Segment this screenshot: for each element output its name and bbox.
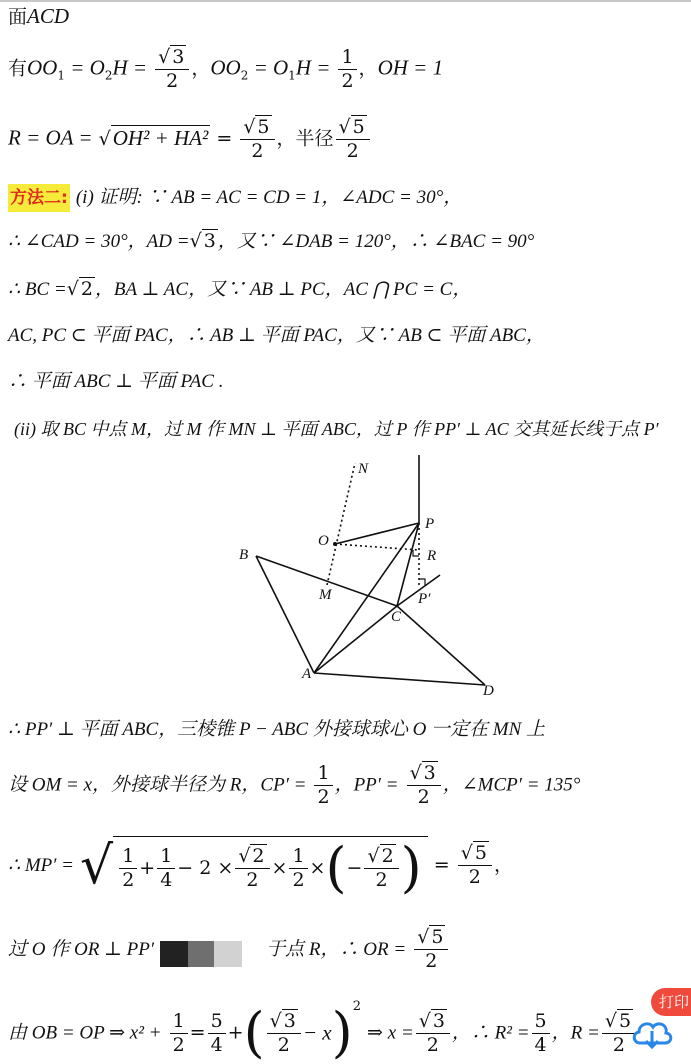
denominator: 4 <box>210 1033 223 1056</box>
denominator: 2 <box>346 140 359 162</box>
radicand: 3 <box>283 1009 296 1032</box>
radicand: 5 <box>431 926 444 948</box>
denominator: 2 <box>166 70 179 92</box>
math: R = OA = <box>8 125 93 150</box>
math: = O <box>65 55 105 80</box>
line-3 <box>8 118 372 161</box>
point-O <box>333 542 337 546</box>
math: AC, PC ⊂ 平面 PAC，∴ AB ⊥ 平面 PAC，又∵ AB ⊂ 平面 ABC， <box>8 325 545 346</box>
math: ∴ ∠CAD = 30°，AD = <box>8 231 190 252</box>
math: 过 O 作 OR ⊥ PP′ <box>8 939 155 960</box>
label-P: P <box>425 516 435 532</box>
math: OO <box>210 55 241 80</box>
top-divider <box>0 0 691 2</box>
radicand: OH² + HA² <box>112 125 209 150</box>
eq: = <box>216 127 233 150</box>
right-angle-R <box>413 550 419 556</box>
fraction: $\frac{√ 5}{2}$ <box>336 118 370 161</box>
math: = O <box>248 55 289 80</box>
fraction: $\frac{√ 3}{2}$ <box>155 48 189 91</box>
op: × <box>309 856 326 879</box>
edge-CP <box>397 523 419 606</box>
radicand: 2 <box>381 844 394 867</box>
numerator: 1 <box>289 847 307 869</box>
label-A: A <box>302 666 312 682</box>
text: 面 <box>8 6 28 28</box>
math: 设 OM = x，外接球半径为 R，CP′ = <box>8 774 307 796</box>
eq: = <box>433 854 450 876</box>
redaction-block <box>160 941 188 967</box>
denominator: 2 <box>246 868 259 891</box>
denominator: 2 <box>375 868 388 891</box>
denominator: 2 <box>292 868 305 891</box>
radicand: 5 <box>474 842 487 864</box>
radicand: 5 <box>257 116 270 138</box>
numerator: 1 <box>157 847 175 869</box>
denominator: 4 <box>160 868 173 891</box>
sub: 1 <box>57 68 65 83</box>
line-11 <box>8 764 580 807</box>
line-7 <box>8 326 545 345</box>
radicand: 3 <box>203 230 216 252</box>
denominator: 2 <box>425 950 438 972</box>
big-sqrt: √ $\frac{1}{2}$ + $\frac{1}{4}$ − 2 × $\frac{√ 2}{2}$ × $\frac{1}{2}$ × ( − $\frac{√ 2}{2}$ ) <box>80 836 428 895</box>
line-4 <box>8 188 462 207</box>
math: − x <box>302 1020 332 1045</box>
numerator: 1 <box>314 764 332 786</box>
denominator: 2 <box>317 786 330 808</box>
math: ，又∵ ∠DAB = 120°，∴ ∠BAC = 90° <box>217 231 535 252</box>
line-2 <box>8 48 443 91</box>
label-O: O <box>318 533 329 549</box>
line-9 <box>14 420 659 439</box>
radicand: 2 <box>252 844 265 867</box>
fraction: $\frac{√ 5}{2}$ <box>414 928 448 971</box>
line-5: ∴ ∠CAD = 30°，AD =√ 3 ，又∵ ∠DAB = 120°，∴ ∠BAC = 90° <box>8 230 535 252</box>
text: 有 <box>8 57 28 80</box>
sep: ， <box>493 854 513 876</box>
radicand: 5 <box>618 1009 632 1032</box>
label-D: D <box>483 683 494 699</box>
math: (i) 证明: ∵ AB = AC = CD = 1，∠ADC = 30°， <box>75 187 463 208</box>
denominator: 4 <box>534 1033 547 1056</box>
math: OO <box>27 55 58 80</box>
math: (ii) 取 BC 中点 M，过 M 作 MN ⊥ 平面 ABC，过 P 作 PP′ ⊥ AC 交其延长线于点 P′ <box>14 419 659 439</box>
label-Pp: P′ <box>418 591 431 607</box>
radicand: 2 <box>80 278 93 300</box>
numerator: 5 <box>208 1012 226 1034</box>
sub: 2 <box>104 68 113 83</box>
radicand: 5 <box>352 116 365 138</box>
edge-CD <box>397 606 485 685</box>
radicand: 3 <box>432 1009 445 1032</box>
sqrt: √OH² + HA² <box>98 125 209 150</box>
numerator: 1 <box>119 847 137 869</box>
print-button[interactable]: 打印 <box>651 988 691 1016</box>
numerator: 1 <box>170 1012 188 1034</box>
label-B: B <box>239 547 249 563</box>
redaction-block <box>214 941 242 967</box>
label-C: C <box>391 609 402 625</box>
fraction <box>314 764 332 807</box>
denominator: 2 <box>341 70 354 92</box>
method-tag: 方法二: <box>8 184 70 212</box>
text: ，半径 <box>276 127 334 150</box>
label-R: R <box>427 548 437 564</box>
math: ACD <box>27 4 70 28</box>
math: ，BA ⊥ AC，又∵ AB ⊥ PC，AC ⋂ PC = C， <box>94 279 472 300</box>
radicand: 3 <box>172 46 185 68</box>
geometry-figure <box>230 455 510 700</box>
line-OR <box>335 544 419 550</box>
denominator: 2 <box>612 1033 625 1056</box>
math: ∴ 平面 ABC ⊥ 平面 PAC . <box>8 371 224 392</box>
math: ，PP′ = <box>334 774 399 796</box>
denominator: 2 <box>417 786 430 808</box>
denominator: 2 <box>468 866 481 888</box>
math: 由 OB = OP ⇒ x² + <box>8 1022 162 1044</box>
edge-AC <box>314 606 397 673</box>
math: ∴ PP′ ⊥ 平面 ABC，三棱锥 P − ABC 外接球球心 O 一定在 MN 上 <box>8 719 546 740</box>
power: 2 <box>352 999 361 1014</box>
math: 于点 R，∴ OR = <box>266 939 407 960</box>
line-12 <box>8 835 513 899</box>
fraction: $\frac{√ 3}{2}$ <box>407 764 441 807</box>
fraction: $\frac{√ 5}{2}$ <box>458 844 492 887</box>
redaction-block <box>188 941 214 967</box>
numerator: 1 <box>338 48 356 70</box>
sub: 1 <box>288 68 296 83</box>
line-MN <box>327 463 355 585</box>
math: ∴ BC = <box>8 279 67 300</box>
label-M: M <box>319 587 332 603</box>
op: − <box>346 856 363 879</box>
sep: ， <box>191 57 211 80</box>
denominator: 2 <box>172 1033 185 1056</box>
cloud-download-icon[interactable] <box>630 1015 674 1055</box>
sub: 2 <box>240 68 249 83</box>
label-N: N <box>358 461 369 477</box>
denominator: 2 <box>426 1033 439 1056</box>
math: ，∴ R² = <box>451 1022 530 1044</box>
math: OH = 1 <box>377 55 444 80</box>
eq: = <box>189 1021 206 1044</box>
denominator: 2 <box>277 1033 290 1056</box>
math: ⇒ x = <box>367 1022 414 1044</box>
math: ∴ MP′ = <box>8 855 74 876</box>
op: × <box>271 856 288 879</box>
fraction: $\frac{√ 5}{2}$ <box>240 118 274 161</box>
right-angle-Pp <box>419 579 425 585</box>
fraction <box>338 48 356 91</box>
sep: ， <box>358 57 378 80</box>
denominator: 2 <box>122 868 135 891</box>
numerator: 5 <box>532 1012 550 1034</box>
denominator: 2 <box>251 140 264 162</box>
op: + <box>139 856 156 879</box>
math: ，∠MCP′ = 135° <box>442 774 581 796</box>
line-14: 由 OB = OP ⇒ x² + $\frac{1}{2}$ = $\frac{5}{4}$ +( $\frac{√ 3}{2}$ − x)$^2$ ⇒ x = $\frac{√ 3}{2}$ ，∴ R² = $\frac{5}{4}$ ，R = $\frac{√ 5}{2}$ <box>8 1000 638 1060</box>
edge-AD <box>314 673 485 685</box>
radicand: 3 <box>423 762 436 784</box>
line-10 <box>8 720 545 739</box>
math: H = <box>295 55 331 80</box>
math: ，R = <box>551 1022 600 1044</box>
line-6: ∴ BC =√ 2 ，BA ⊥ AC，又∵ AB ⊥ PC，AC ⋂ PC = C， <box>8 278 472 300</box>
op: − 2 × <box>177 856 234 879</box>
line-1 <box>8 6 69 27</box>
math: H = <box>112 55 148 80</box>
op: + <box>227 1021 244 1044</box>
line-8 <box>8 372 223 391</box>
